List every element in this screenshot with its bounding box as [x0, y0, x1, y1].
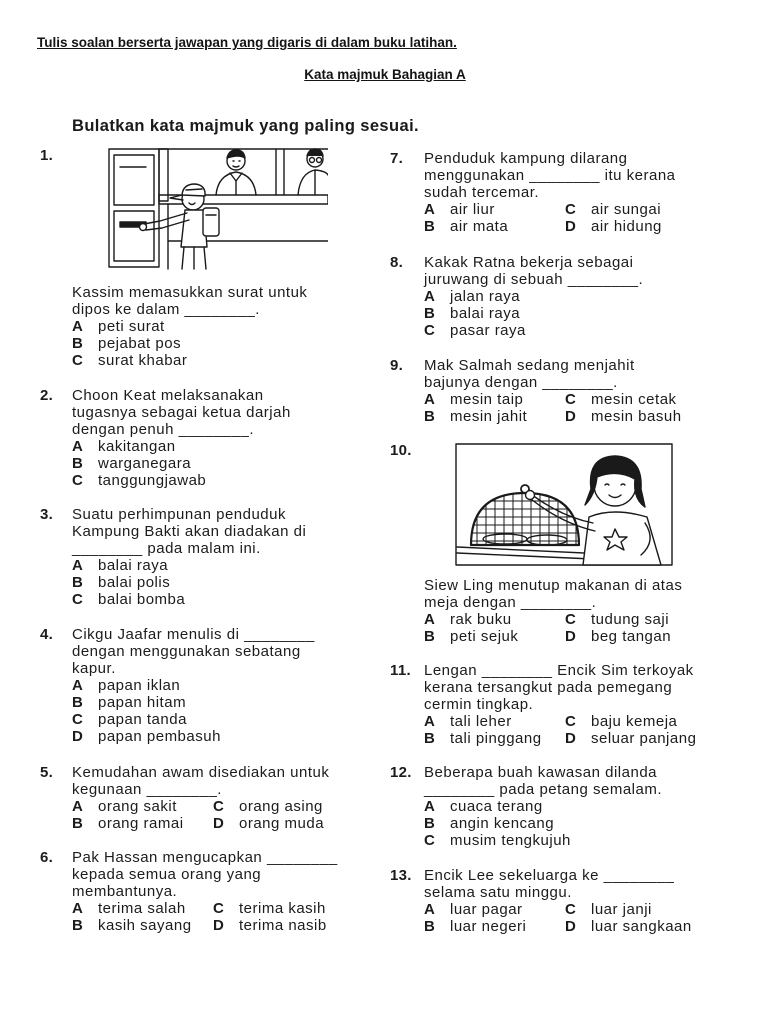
option-d: [213, 815, 329, 832]
option-c: [424, 322, 643, 339]
question-body: [72, 764, 329, 832]
answer-options: [424, 713, 696, 747]
option-letter: B: [72, 815, 84, 832]
option-text: terima nasib: [239, 917, 327, 934]
option-c: [565, 713, 696, 730]
question-stem: [424, 254, 643, 288]
question-text-line: tugasnya sebagai ketua darjah: [72, 404, 291, 421]
option-c: [565, 201, 676, 218]
question-number: 8.: [390, 254, 404, 271]
option-d: [565, 218, 676, 235]
answer-options: [72, 318, 307, 369]
question-text-line: kapur.: [72, 660, 116, 677]
option-a: [72, 900, 213, 917]
answer-options: [424, 798, 662, 849]
option-letter: C: [72, 591, 84, 608]
question-text-line: Encik Lee sekeluarga ke ________: [424, 867, 675, 884]
option-d: [565, 918, 692, 935]
option-b: [424, 730, 565, 747]
option-text: tali pinggang: [450, 730, 542, 747]
option-text: pasar raya: [450, 322, 526, 339]
option-letter: A: [424, 201, 436, 218]
option-text: tanggungjawab: [98, 472, 207, 489]
question-text-line: Kemudahan awam disediakan untuk: [72, 764, 330, 781]
question-number: 1.: [40, 147, 54, 164]
option-letter: C: [72, 711, 84, 728]
option-letter: D: [565, 730, 577, 747]
question-stem: [424, 357, 682, 391]
option-text: kakitangan: [98, 438, 176, 455]
question-6: [40, 849, 338, 934]
question-number: 9.: [390, 357, 404, 374]
question-text-line: Lengan ________ Encik Sim terkoyak: [424, 662, 694, 679]
option-text: mesin jahit: [450, 408, 528, 425]
question-body: [424, 357, 682, 425]
question-stem: [72, 764, 329, 798]
question-text-line: juruwang di sebuah ________.: [424, 271, 644, 288]
option-letter: D: [565, 218, 577, 235]
option-text: baju kemeja: [591, 713, 678, 730]
option-text: orang asing: [239, 798, 323, 815]
question-3: [40, 506, 306, 608]
option-a: [424, 288, 643, 305]
option-c: [72, 352, 307, 369]
question-text-line: sudah tercemar.: [424, 184, 540, 201]
option-text: luar negeri: [450, 918, 527, 935]
section-title: Kata majmuk Bahagian A: [304, 67, 466, 82]
exercise-instruction: Tulis soalan berserta jawapan yang digaris di dalam buku latihan.: [37, 35, 457, 50]
option-letter: B: [72, 694, 84, 711]
option-text: kasih sayang: [98, 917, 192, 934]
option-letter: C: [565, 201, 577, 218]
question-8: [390, 254, 643, 339]
question-text-line: kerana tersangkut pada pemegang: [424, 679, 673, 696]
question-text-line: Mak Salmah sedang menjahit: [424, 357, 635, 374]
option-text: pejabat pos: [98, 335, 182, 352]
question-text-line: Cikgu Jaafar menulis di ________: [72, 626, 315, 643]
question-body: [424, 254, 643, 339]
question-number: 11.: [390, 662, 411, 679]
option-b: [424, 305, 643, 322]
question-number: 7.: [390, 150, 404, 167]
option-letter: D: [565, 918, 577, 935]
option-letter: C: [424, 322, 436, 339]
option-b: [72, 455, 291, 472]
option-letter: D: [213, 917, 225, 934]
question-text-line: kepada semua orang yang: [72, 866, 262, 883]
option-letter: B: [424, 408, 436, 425]
option-a: [424, 901, 565, 918]
question-text-line: Choon Keat melaksanakan: [72, 387, 264, 404]
option-c: [72, 711, 315, 728]
option-text: rak buku: [450, 611, 512, 628]
option-a: [424, 713, 565, 730]
question-number: 5.: [40, 764, 54, 781]
task-instruction: Bulatkan kata majmuk yang paling sesuai.: [72, 117, 420, 135]
option-text: air hidung: [591, 218, 662, 235]
option-c: [213, 900, 338, 917]
option-letter: B: [424, 730, 436, 747]
question-stem: [424, 867, 692, 901]
option-text: orang sakit: [98, 798, 177, 815]
option-d: [565, 730, 696, 747]
option-b: [424, 408, 565, 425]
option-text: terima kasih: [239, 900, 326, 917]
question-body: [424, 662, 696, 747]
question-text-line: Pak Hassan mengucapkan ________: [72, 849, 338, 866]
option-text: luar sangkaan: [591, 918, 692, 935]
question-stem: [72, 506, 306, 557]
option-a: [72, 557, 306, 574]
answer-options: [424, 391, 682, 425]
option-c: [72, 591, 306, 608]
question-12: [390, 764, 662, 849]
option-c: [213, 798, 329, 815]
question-number: 4.: [40, 626, 54, 643]
question-text-line: ________ pada petang semalam.: [424, 781, 663, 798]
option-a: [424, 391, 565, 408]
option-text: papan iklan: [98, 677, 181, 694]
option-letter: A: [424, 713, 436, 730]
option-letter: B: [424, 218, 436, 235]
option-letter: A: [72, 438, 84, 455]
option-text: warganegara: [98, 455, 192, 472]
option-text: beg tangan: [591, 628, 672, 645]
question-stem: [424, 662, 696, 713]
option-letter: B: [424, 628, 436, 645]
option-letter: A: [72, 318, 84, 335]
question-11: [390, 662, 696, 747]
option-letter: B: [424, 815, 436, 832]
option-letter: B: [72, 455, 84, 472]
question-text-line: cermin tingkap.: [424, 696, 534, 713]
option-a: [72, 318, 307, 335]
option-a: [72, 677, 315, 694]
question-number: 3.: [40, 506, 54, 523]
option-text: mesin cetak: [591, 391, 677, 408]
question-text-line: menggunakan ________ itu kerana: [424, 167, 676, 184]
option-letter: C: [72, 472, 84, 489]
question-body: [424, 150, 676, 235]
option-b: [72, 815, 213, 832]
option-letter: A: [424, 288, 436, 305]
option-letter: A: [72, 798, 84, 815]
answer-options: [424, 901, 692, 935]
question-body: [424, 867, 692, 935]
answer-options: [72, 557, 306, 608]
answer-options: [424, 201, 676, 235]
option-letter: C: [213, 900, 225, 917]
option-a: [424, 798, 662, 815]
question-5: [40, 764, 329, 832]
option-text: balai raya: [450, 305, 521, 322]
question-9: [390, 357, 682, 425]
option-text: papan pembasuh: [98, 728, 221, 745]
question-text-line: bajunya dengan ________.: [424, 374, 618, 391]
option-text: seluar panjang: [591, 730, 697, 747]
answer-options: [424, 288, 643, 339]
question-stem: [424, 764, 662, 798]
option-letter: A: [72, 900, 84, 917]
question-number: 12.: [390, 764, 412, 781]
option-text: terima salah: [98, 900, 186, 917]
option-text: papan hitam: [98, 694, 187, 711]
option-b: [424, 218, 565, 235]
question-text-line: kegunaan ________.: [72, 781, 222, 798]
option-text: air liur: [450, 201, 495, 218]
option-b: [424, 628, 565, 645]
option-d: [565, 408, 682, 425]
option-text: orang ramai: [98, 815, 184, 832]
option-text: tali leher: [450, 713, 512, 730]
question-body: [72, 506, 306, 608]
question-text-line: Suatu perhimpunan penduduk: [72, 506, 286, 523]
question-body: [72, 626, 315, 745]
question-text-line: Kakak Ratna bekerja sebagai: [424, 254, 634, 271]
option-text: air sungai: [591, 201, 662, 218]
option-letter: C: [213, 798, 225, 815]
option-b: [72, 335, 307, 352]
option-letter: B: [424, 918, 436, 935]
question-stem: [72, 626, 315, 677]
answer-options: [424, 611, 682, 645]
question-stem: [424, 577, 682, 611]
question-body: [72, 147, 307, 369]
option-d: [213, 917, 338, 934]
question-text-line: selama satu minggu.: [424, 884, 572, 901]
question-body: [72, 387, 291, 489]
question-13: [390, 867, 692, 935]
question-text-line: membantunya.: [72, 883, 178, 900]
question-text-line: Siew Ling menutup makanan di atas: [424, 577, 683, 594]
option-text: balai polis: [98, 574, 171, 591]
option-c: [565, 901, 692, 918]
option-letter: B: [72, 335, 84, 352]
option-letter: C: [424, 832, 436, 849]
option-letter: C: [565, 713, 577, 730]
question-number: 13.: [390, 867, 412, 884]
option-letter: A: [424, 391, 436, 408]
question-number: 2.: [40, 387, 54, 404]
question-4: [40, 626, 315, 745]
question-body: [424, 764, 662, 849]
option-text: cuaca terang: [450, 798, 543, 815]
option-text: peti surat: [98, 318, 165, 335]
question-text-line: Kassim memasukkan surat untuk: [72, 284, 308, 301]
option-c: [424, 832, 662, 849]
option-b: [424, 918, 565, 935]
option-text: tudung saji: [591, 611, 670, 628]
option-letter: A: [72, 677, 84, 694]
option-text: angin kencang: [450, 815, 555, 832]
option-text: papan tanda: [98, 711, 187, 728]
option-c: [565, 391, 682, 408]
answer-options: [72, 900, 338, 934]
option-text: balai raya: [98, 557, 169, 574]
answer-options: [72, 438, 291, 489]
option-text: peti sejuk: [450, 628, 519, 645]
question-2: [40, 387, 291, 489]
question-body: [424, 442, 682, 645]
question-text-line: dengan menggunakan sebatang: [72, 643, 301, 660]
question-text-line: dipos ke dalam ________.: [72, 301, 260, 318]
option-a: [72, 438, 291, 455]
question-text-line: Beberapa buah kawasan dilanda: [424, 764, 658, 781]
option-letter: B: [72, 917, 84, 934]
option-text: orang muda: [239, 815, 325, 832]
option-c: [565, 611, 682, 628]
option-c: [72, 472, 291, 489]
question-10: [390, 442, 682, 645]
option-text: surat khabar: [98, 352, 188, 369]
option-letter: A: [424, 901, 436, 918]
question-text-line: Kampung Bakti akan diadakan di: [72, 523, 307, 540]
option-b: [72, 917, 213, 934]
option-d: [72, 728, 315, 745]
option-letter: A: [72, 557, 84, 574]
question-stem: [72, 849, 338, 900]
option-text: luar janji: [591, 901, 652, 918]
option-a: [424, 611, 565, 628]
question-text-line: meja dengan ________.: [424, 594, 597, 611]
option-b: [72, 574, 306, 591]
option-b: [424, 815, 662, 832]
option-letter: C: [72, 352, 84, 369]
question-1: [40, 147, 307, 369]
question-7: [390, 150, 676, 235]
question-number: 6.: [40, 849, 54, 866]
option-letter: A: [424, 611, 436, 628]
option-letter: D: [565, 408, 577, 425]
option-letter: A: [424, 798, 436, 815]
option-text: mesin taip: [450, 391, 524, 408]
question-text-line: Penduduk kampung dilarang: [424, 150, 628, 167]
option-d: [565, 628, 682, 645]
option-a: [424, 201, 565, 218]
answer-options: [72, 677, 315, 745]
question-text-line: ________ pada malam ini.: [72, 540, 261, 557]
option-text: jalan raya: [450, 288, 521, 305]
question-stem: [424, 150, 676, 201]
option-letter: D: [565, 628, 577, 645]
option-letter: C: [565, 901, 577, 918]
option-letter: B: [424, 305, 436, 322]
option-text: mesin basuh: [591, 408, 682, 425]
answer-options: [72, 798, 329, 832]
option-letter: B: [72, 574, 84, 591]
option-letter: C: [565, 391, 577, 408]
option-text: musim tengkujuh: [450, 832, 571, 849]
option-text: luar pagar: [450, 901, 523, 918]
option-text: balai bomba: [98, 591, 186, 608]
option-text: air mata: [450, 218, 509, 235]
question-stem: [72, 387, 291, 438]
question-text-line: dengan penuh ________.: [72, 421, 255, 438]
question-stem: [72, 284, 307, 318]
option-letter: C: [565, 611, 577, 628]
question-number: 10.: [390, 442, 412, 459]
question-body: [72, 849, 338, 934]
option-a: [72, 798, 213, 815]
option-b: [72, 694, 315, 711]
option-letter: D: [213, 815, 225, 832]
option-letter: D: [72, 728, 84, 745]
